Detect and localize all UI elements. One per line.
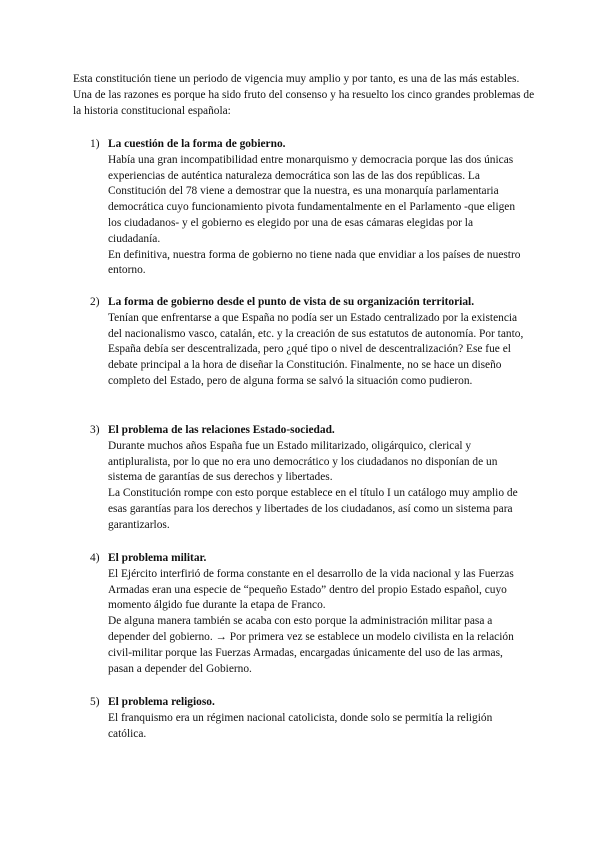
item-paragraph: Había una gran incompatibilidad entre monarquismo y democracia porque las dos únicas experiencias de auténtica naturaleza democrática son las de las dos repúblicas. La Constitución del 78 viene a demostrar que la nuestra, es una monarquía parlamentaria democrática cuyo funcionamiento pivota fundamentalmente en el Parlamento -que eligen los ciudadanos- y el gobierno es elegido por una de esas cámaras elegidas por la ciudadanía. (108, 153, 516, 245)
item-number: 2) (90, 296, 100, 308)
item-heading: El problema religioso. (108, 696, 215, 708)
item-number: 5) (90, 696, 100, 708)
item-heading: La cuestión de la forma de gobierno. (108, 138, 286, 150)
item-number: 3) (90, 424, 100, 436)
item-paragraph: La Constitución rompe con esto porque establece en el título I un catálogo muy amplio de esas garantías para los derechos y libertades de los ciudadanos, así como un sistema para garantizarlos. (108, 487, 518, 531)
item-paragraph: De alguna manera también se acaba con esto porque la administración militar pasa a depender del gobierno. → Por primera vez se establece un modelo civilista en la relación civil-militar porque las Fuerzas Armadas, encargadas únicamente del uso de las armas, pasan a depender del Gobierno. (108, 615, 514, 675)
item-paragraph: El franquismo era un régimen nacional catolicista, donde solo se permitía la religión católica. (108, 711, 493, 740)
item-paragraph: Tenían que enfrentarse a que España no podía ser un Estado centralizado por la existencia del nacionalismo vasco, catalán, etc. y la creación de sus estatutos de autonomía. Por tanto, España debía ser descentralizada, pero ¿qué tipo o nivel de descentralización? Ese fue el debate principal a la hora de diseñar la Constitución. Finalmente, no se hace un diseño completo del Estado, pero de alguna forma se salvó la situación como pudieron. (108, 311, 524, 387)
item-heading: El problema militar. (108, 552, 207, 564)
item-number: 1) (90, 138, 100, 150)
item-paragraph: En definitiva, nuestra forma de gobierno no tiene nada que envidiar a los países de nuestro entorno. (108, 248, 521, 277)
item-heading: El problema de las relaciones Estado-sociedad. (108, 424, 335, 436)
item-number: 4) (90, 552, 100, 564)
item-heading: La forma de gobierno desde el punto de vista de su organización territorial. (108, 296, 475, 308)
intro-paragraph: Esta constitución tiene un periodo de vigencia muy amplio y por tanto, es una de las más estables. Una de las razones es porque ha sido fruto del consenso y ha resuelto los cinco grandes problemas de la historia constitucional española: (73, 73, 535, 117)
item-paragraph: El Ejército interfirió de forma constante en el desarrollo de la vida nacional y las Fuerzas Armadas eran una especie de “pequeño Estado” dentro del propio Estado español, cuyo momento álgido fue durante la etapa de Franco. (108, 567, 514, 612)
item-paragraph: Durante muchos años España fue un Estado militarizado, oligárquico, clerical y antipluralista, por lo que no era uno democrático y los ciudadanos no disponían de un sistema de garantías de sus derechos y libertades. (108, 439, 498, 484)
